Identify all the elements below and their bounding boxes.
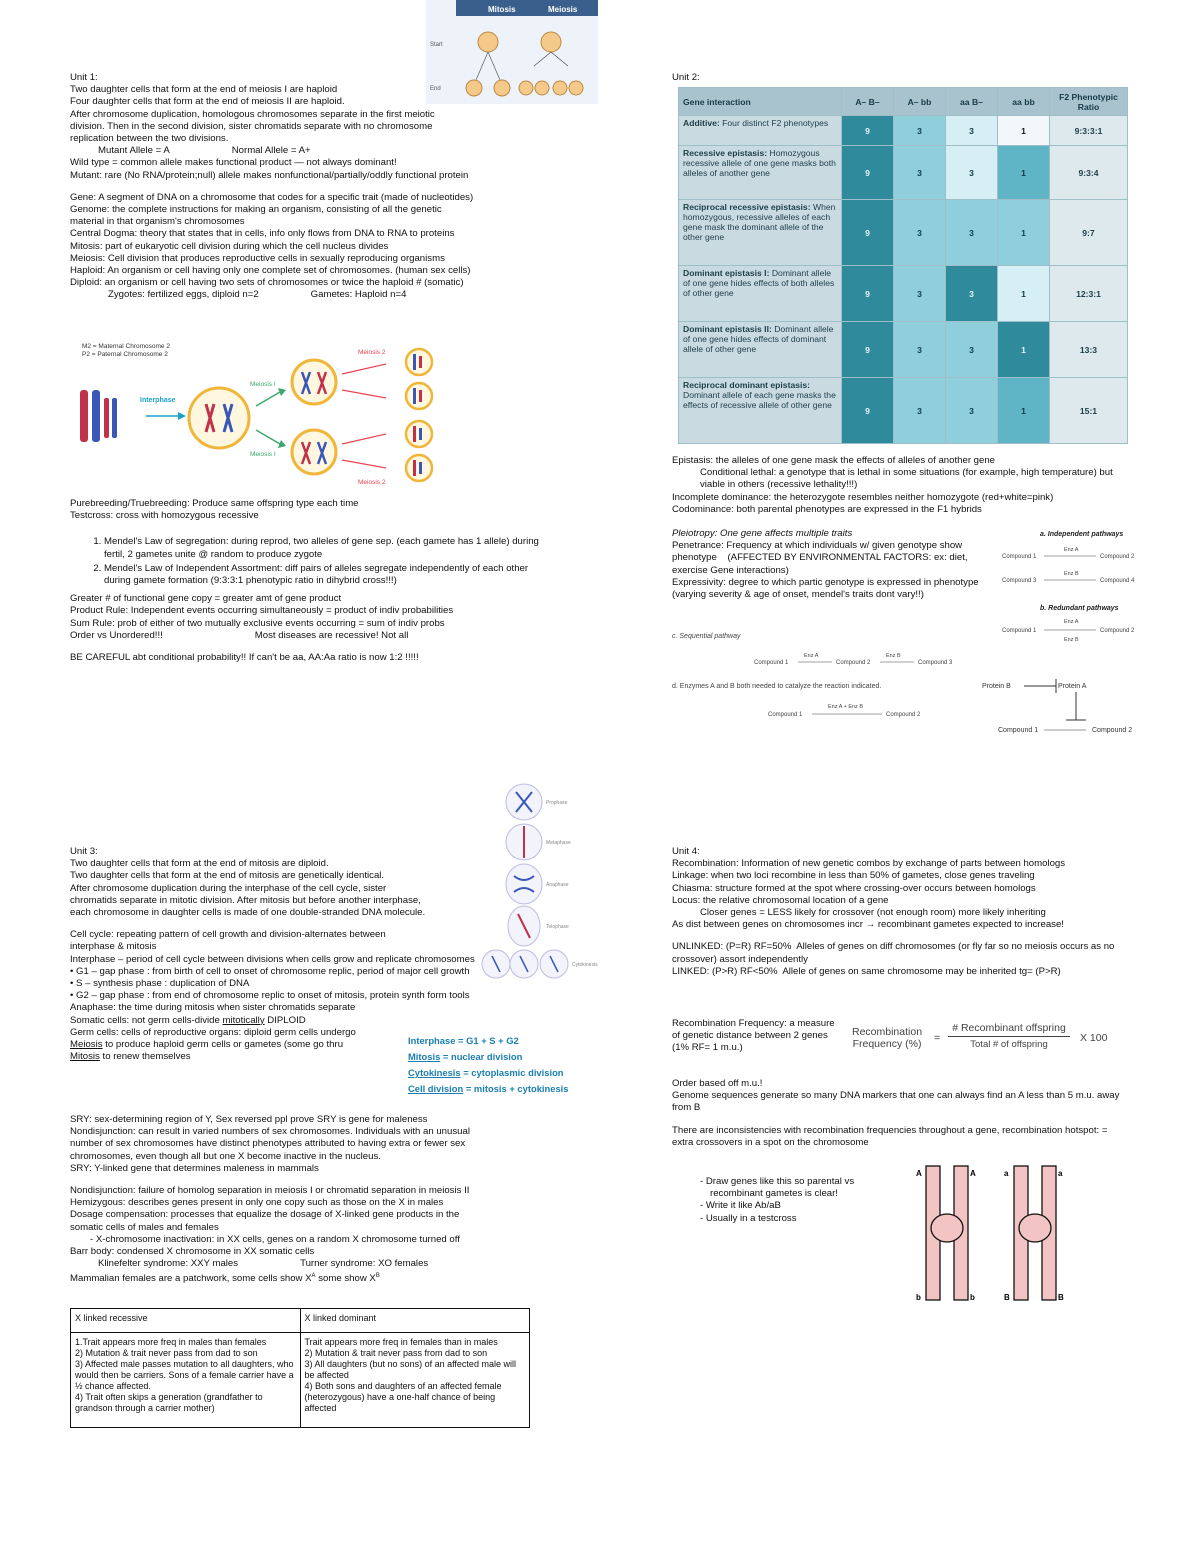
compound-label: Compound 1 bbox=[1002, 554, 1037, 560]
sry-line: Nondisjunction: can result in varied numbers of sex chromosomes. Individuals with an unusual bbox=[70, 1126, 470, 1138]
enzymes-both-title: d. Enzymes A and B both needed to catalyze the reaction indicated. bbox=[672, 683, 882, 690]
legend-paternal: P2 = Paternal Chromosome 2 bbox=[82, 351, 168, 358]
table-row: Reciprocal dominant epistasis: Dominant allele of each gene masks the effects of recessive allele of other gene 9 3 3 1 15:1 bbox=[679, 378, 1128, 444]
col-header: aa bb bbox=[998, 88, 1050, 116]
conditional-lethal-def: Conditional lethal: a genotype that is lethal in some situations (for example, high temperature) but viable in others (recessive lethality!!!) bbox=[700, 467, 1116, 491]
anaphase-def: Anaphase: the time during mitosis when sister chromatids separate bbox=[70, 1002, 356, 1014]
enzyme-label: Enz B bbox=[1064, 571, 1079, 577]
meiosis2-top-label: Meiosis 2 bbox=[358, 349, 386, 356]
compound-label: Compound 3 bbox=[1002, 578, 1037, 584]
col-header: X linked dominant bbox=[300, 1309, 530, 1333]
mosaic-line: Mammalian females are a patchwork, some cells show $X^A$ some show $X^B$ bbox=[70, 1273, 380, 1285]
linked-def: LINKED: (P>R) RF<50% Allele of genes on same chromosome may be inherited tg= (P>R) bbox=[672, 965, 1061, 977]
rf-definition: Recombination Frequency: a measure of genetic distance between 2 genes (1% RF= 1 m.u.) bbox=[672, 1018, 838, 1054]
wild-type-def: Wild type = common allele makes functional product — not always dominant! bbox=[70, 157, 397, 169]
definition: Genome: the complete instructions for making an organism, consisting of all the genetic bbox=[70, 204, 442, 216]
order-note: Order based off m.u.! bbox=[672, 1078, 763, 1089]
table-row: Dominant epistasis I: Dominant allele of one gene hides effects of both alleles of other gene 9 3 3 1 12:3:1 bbox=[679, 266, 1128, 322]
unit4-line: Locus: the relative chromosomal location of a gene bbox=[672, 894, 889, 906]
barr-body-def: Barr body: condensed X chromosome in XX somatic cells bbox=[70, 1246, 315, 1258]
allele-label: A bbox=[970, 1169, 976, 1178]
purebreeding-def: Purebreeding/Truebreeding: Produce same offspring type each time bbox=[70, 498, 359, 509]
stage-label: Prophase bbox=[546, 800, 568, 806]
unit2-heading-wrap bbox=[672, 72, 700, 84]
definition: Gene: A segment of DNA on a chromosome that codes for a specific trait (made of nucleotides) bbox=[70, 191, 474, 203]
enzyme-label: Enz A bbox=[1064, 547, 1079, 553]
unit4-line: Recombination: Information of new genetic combos by exchange of parts between homologs bbox=[672, 858, 1066, 870]
allele-line: Mutant Allele = A Normal Allele = A+ bbox=[98, 145, 311, 157]
testcross-def: Testcross: cross with homozygous recessive bbox=[70, 510, 259, 522]
cell-cycle-line: • S – synthesis phase : duplication of DNA bbox=[70, 978, 250, 990]
compound-label: Compound 4 bbox=[1100, 578, 1135, 584]
x-linked-table bbox=[70, 1308, 530, 1428]
mutant-def: Mutant: rare (No RNA/protein;null) allele makes nonfunctional/partially/oddly functional protein bbox=[70, 169, 469, 181]
compound-label: Compound 1 bbox=[754, 660, 789, 666]
bullet-item: - Write it like Ab/aB bbox=[710, 1200, 890, 1212]
protein-b-label: Protein B bbox=[982, 683, 1011, 690]
probability-line: Product Rule: Independent events occurring simultaneously = product of indiv probabilities bbox=[70, 605, 454, 617]
order-line: Order vs Unordered!!! Most diseases are recessive! Not all bbox=[70, 629, 409, 641]
stage-label: Metaphase bbox=[546, 840, 571, 846]
compound-label: Compound 1 bbox=[1002, 628, 1037, 634]
table-row: Reciprocal recessive epistasis: When homozygous, recessive alleles of each gene mask the dominant allele of the other gene 9 3 3 1 9:7 bbox=[679, 200, 1128, 266]
unit1-line: Two daughter cells that form at the end of meiosis I are haploid bbox=[70, 84, 338, 96]
nondisjunction-line: Hemizygous: describes genes present in only one copy such as those on the X in males bbox=[70, 1197, 444, 1209]
cell-cycle-line: Cell cycle: repeating pattern of cell growth and division-alternates between bbox=[70, 929, 386, 941]
allele-label: b bbox=[916, 1293, 921, 1302]
sry-line: chromosomes, even though all but one X become inactive in the nucleus. bbox=[70, 1150, 381, 1162]
unit3-section bbox=[70, 846, 530, 1063]
unit3-line: each chromosome in daughter cells is made of one double-stranded DNA molecule. bbox=[70, 907, 426, 919]
compound-label: Compound 1 bbox=[998, 727, 1039, 734]
meiosis2-bottom-label: Meiosis 2 bbox=[358, 479, 386, 486]
definition: Mitosis: part of eukaryotic cell division during which the cell nucleus divides bbox=[70, 240, 389, 252]
allele-label: a bbox=[1058, 1169, 1063, 1178]
unit1-line: replication between the two divisions. bbox=[70, 133, 229, 145]
unit4-lower bbox=[672, 1078, 1127, 1149]
unlinked-def: UNLINKED: (P=R) RF=50% Alleles of genes on diff chromosomes (or fly far so no meiosis occurs as no crossover) assort independently bbox=[672, 941, 1118, 965]
definition: Central Dogma: theory that states that in cells, info only flows from DNA to RNA to proteins bbox=[70, 228, 455, 240]
syndromes-line: Klinefelter syndrome: XXY males Turner syndrome: XO females bbox=[98, 1258, 429, 1270]
protein-a-label: Protein A bbox=[1058, 683, 1087, 690]
mitosis-note: Mitosis to renew themselves bbox=[70, 1051, 191, 1063]
stage-label: Anaphase bbox=[546, 882, 569, 888]
germ-def: Germ cells: cells of reproductive organs: diploid germ cells undergo bbox=[70, 1026, 356, 1038]
probability-line: Sum Rule: prob of either of two mutually exclusive events occurring = sum of indiv probs bbox=[70, 617, 445, 629]
careful-note: BE CAREFUL abt conditional probability!! If can't be aa, AA:Aa ratio is now 1:2 !!!!! bbox=[70, 652, 419, 664]
meiosis-note: Meiosis to produce haploid germ cells or gametes (some go thru bbox=[70, 1039, 344, 1051]
pathways-figure bbox=[672, 526, 1162, 740]
bullet-item: - Draw genes like this so parental vs recombinant gametes is clear! bbox=[710, 1176, 890, 1200]
col-header: F2 Phenotypic Ratio bbox=[1050, 88, 1128, 116]
enzyme-label: Enz A + Enz B bbox=[828, 704, 864, 710]
end-row-label: End bbox=[430, 86, 441, 92]
nondisjunction-line: Nondisjunction: failure of homolog separation in meiosis I or chromatid separation in meiosis II bbox=[70, 1185, 470, 1197]
somatic-def: Somatic cells: not germ cells-divide mitotically DIPLOID bbox=[70, 1014, 306, 1026]
allele-label: B bbox=[1004, 1293, 1010, 1302]
independent-pathways-title: a. Independent pathways bbox=[1040, 531, 1124, 538]
unit3-line: After chromosome duplication during the interphase of the cell cycle, sister bbox=[70, 882, 387, 894]
allele-label: B bbox=[1058, 1293, 1064, 1302]
inconsistencies-note: There are inconsistencies with recombination frequencies throughout a gene, recombination hotspot: = extra crossovers in a spot on the chromosome bbox=[672, 1124, 1111, 1148]
unit4-line: Chiasma: structure formed at the spot where crossing-over occurs between homologs bbox=[672, 882, 1036, 894]
mitosis-col-header: Mitosis bbox=[488, 5, 516, 14]
expressivity-def: Expressivity: degree to which partic genotype is expressed in phenotype (varying severity & age of onset, mendel's traits dont vary!!) bbox=[672, 576, 984, 601]
epistasis-table bbox=[678, 87, 1128, 444]
table-row: Dominant epistasis II: Dominant allele of one gene hides effects of dominant allele of other gene 9 3 3 1 13:3 bbox=[679, 322, 1128, 378]
closer-genes-note: Closer genes = LESS likely for crossover (not enough room) more likely inheriting bbox=[700, 907, 1046, 919]
redundant-pathways-title: b. Redundant pathways bbox=[1040, 605, 1119, 612]
mendel-law: 2. Mendel's Law of Independent Assortment: diff pairs of alleles segregate independently of each other during gamete formation (9:3:3:1 phenotypic ratio in dihybrid cross!!!) bbox=[104, 563, 540, 587]
rf-formula: Recombination Frequency (%) = # Recombinant offspring Total # of offspring X 100 bbox=[852, 1022, 1108, 1050]
unit4-heading: Unit 4: bbox=[672, 846, 700, 857]
unit3-line: chromatids separate in mitotic division. After mitosis but before another interphase, bbox=[70, 894, 421, 906]
sry-line: SRY: sex-determining region of Y, Sex reversed ppl prove SRY is gene for maleness bbox=[70, 1114, 428, 1125]
unit1-section bbox=[70, 72, 540, 302]
col-header: A– B– bbox=[842, 88, 894, 116]
sry-line: number of sex chromosomes have distinct phenotypes attributed to having extra or fewer sex bbox=[70, 1138, 466, 1150]
codominance-def: Codominance: both parental phenotypes are expressed in the F1 hybrids bbox=[672, 503, 982, 515]
unit2-notes bbox=[672, 455, 1132, 516]
compound-label: Compound 2 bbox=[1100, 554, 1135, 560]
unit3-heading: Unit 3: bbox=[70, 846, 98, 857]
cell-cycle-line: Interphase – period of cell cycle between divisions when cells grow and replicate chromosomes bbox=[70, 953, 475, 965]
allele-label: b bbox=[970, 1293, 975, 1302]
col-header: aa B– bbox=[946, 88, 998, 116]
penetrance-def: Penetrance: Frequency at which individuals w/ given genotype show phenotype (AFFECTED BY ENVIRONMENTAL FACTORS: ex: diet, exercise Gene interactions) bbox=[672, 540, 971, 576]
enzyme-label: Enz B bbox=[1064, 637, 1079, 643]
stage-label: Cytokinesis bbox=[572, 962, 598, 968]
homolog-diagram bbox=[910, 1160, 1080, 1304]
unit4-bullets bbox=[690, 1176, 890, 1225]
pleiotropy-def: Pleiotropy: One gene affects multiple traits bbox=[672, 528, 853, 539]
unit1-line: Four daughter cells that form at the end of meiosis II are haploid. bbox=[70, 96, 345, 108]
enzyme-label: Enz B bbox=[886, 653, 901, 659]
sequential-pathway-title: c. Sequential pathway bbox=[672, 633, 741, 640]
enzyme-label: Enz A bbox=[804, 653, 819, 659]
unit3-sex-chromosomes bbox=[70, 1114, 536, 1286]
sry-line: SRY: Y-linked gene that determines maleness in mammals bbox=[70, 1162, 319, 1174]
definition: material in that organism's chromosomes bbox=[70, 216, 245, 228]
genome-sequence-note: Genome sequences generate so many DNA markers that one can always find an A less than 5 m.u. away from B bbox=[672, 1090, 1123, 1114]
nondisjunction-line: Dosage compensation: processes that equalize the dosage of X-linked gene products in the bbox=[70, 1209, 460, 1221]
col-header: X linked recessive bbox=[71, 1309, 301, 1333]
stage-label: Telophase bbox=[546, 924, 569, 930]
definition: Haploid: An organism or cell having only one complete set of chromosomes. (human sex cells) bbox=[70, 265, 471, 277]
legend-maternal: M2 = Maternal Chromosome 2 bbox=[82, 343, 170, 350]
start-row-label: Start bbox=[430, 42, 443, 48]
compound-label: Compound 1 bbox=[768, 712, 803, 718]
allele-label: a bbox=[1004, 1169, 1009, 1178]
compound-label: Compound 2 bbox=[1100, 628, 1135, 634]
col-header: Gene interaction bbox=[679, 88, 842, 116]
allele-label: A bbox=[916, 1169, 922, 1178]
epistasis-def: Epistasis: the alleles of one gene mask the effects of alleles of another gene bbox=[672, 455, 996, 466]
unit3-line: Two daughter cells that form at the end of mitosis are diploid. bbox=[70, 858, 329, 870]
definition: Meiosis: Cell division that produces reproductive cells in sexually reproducing organisms bbox=[70, 252, 445, 264]
unit4-line: Linkage: when two loci recombine in less than 50% of gametes, close genes traveling bbox=[672, 870, 1035, 882]
unit3-line: Two daughter cells that form at the end of mitosis are genetically identical. bbox=[70, 870, 385, 882]
mendel-law: 1. Mendel's Law of segregation: during reprod, two alleles of gene sep. (each gamete has 1 allele) during fertil, 2 gametes unite @ random to produce zygote bbox=[104, 536, 540, 560]
x-inactivation-def: - X-chromosome inactivation: in XX cells, genes on a random X chromosome turned off bbox=[100, 1234, 536, 1246]
unit1-heading: Unit 1: bbox=[70, 72, 98, 83]
compound-label: Compound 2 bbox=[836, 660, 871, 666]
table-row: Recessive epistasis: Homozygous recessive allele of one gene masks both alleles of another gene 9 3 3 1 9:3:4 bbox=[679, 146, 1128, 200]
unit2-heading: Unit 2: bbox=[672, 72, 700, 83]
compound-label: Compound 2 bbox=[1092, 727, 1133, 734]
compound-label: Compound 3 bbox=[918, 660, 953, 666]
enzyme-label: Enz A bbox=[1064, 619, 1079, 625]
nondisjunction-line: somatic cells of males and females bbox=[70, 1221, 219, 1233]
table-row: Additive: Four distinct F2 phenotypes 9 3 3 1 9:3:3:1 bbox=[679, 116, 1128, 146]
unit1-line: division. Then in the second division, sister chromatids separate with no chromosome bbox=[70, 120, 433, 132]
unit1-section-lower bbox=[70, 498, 540, 664]
phase-definitions-box: Interphase = G1 + S + G2 Mitosis = nuclear division Cytokinesis = cytoplasmic division Cell division = mitosis + cytokinesis bbox=[408, 1035, 569, 1094]
bullet-item: - Usually in a testcross bbox=[710, 1213, 890, 1225]
interphase-label: Interphase bbox=[140, 397, 176, 404]
unit4-section bbox=[672, 846, 1127, 978]
meiosis1-top-label: Meiosis I bbox=[250, 381, 276, 388]
meiosis1-bottom-label: Meiosis I bbox=[250, 451, 276, 458]
cell-cycle-line: • G1 – gap phase : from birth of cell to onset of chromosome replic, period of major cell growth bbox=[70, 965, 470, 977]
definition: Diploid: an organism or cell having two sets of chromosomes or twice the haploid # (somatic) bbox=[70, 277, 464, 289]
distance-note: As dist between genes on chromosomes incr → recombinant gametes expected to increase! bbox=[672, 919, 1064, 931]
incomplete-dominance-def: Incomplete dominance: the heterozygote resembles neither homozygote (red+white=pink) bbox=[672, 491, 1054, 503]
meiosis-col-header: Meiosis bbox=[548, 5, 578, 14]
compound-label: Compound 2 bbox=[886, 712, 921, 718]
probability-line: Greater # of functional gene copy = greater amt of gene product bbox=[70, 593, 342, 605]
mendel-laws-list bbox=[104, 536, 540, 587]
col-header: A– bb bbox=[894, 88, 946, 116]
zygote-line: Zygotes: fertilized eggs, diploid n=2 Gametes: Haploid n=4 bbox=[108, 289, 407, 301]
table-row: 1.Trait appears more freq in males than females 2) Mutation & trait never pass from dad to son 3) Affected male passes mutation to all daughters, who would then be carriers. Sons of a female carrier have a ½ chance affected. 4) Trait often skips a generation (grandfather to grandson through a carrier mother) Trait appears more freq in females than in males 2) Mutation & trait never pass from dad to son 3) All daughters (but no sons) of an affected male will be affected 4) Both sons and daughters of an affected female (heterozygous) have a one-half chance of being affected bbox=[71, 1333, 530, 1428]
cell-cycle-line: • G2 – gap phase : from end of chromosome replic to onset of mitosis, protein synth form tools bbox=[70, 990, 470, 1002]
unit1-line: After chromosome duplication, homologous chromosomes separate in the first meiotic bbox=[70, 108, 435, 120]
cell-cycle-line: interphase & mitosis bbox=[70, 941, 157, 953]
meiosis-figure bbox=[74, 340, 444, 486]
